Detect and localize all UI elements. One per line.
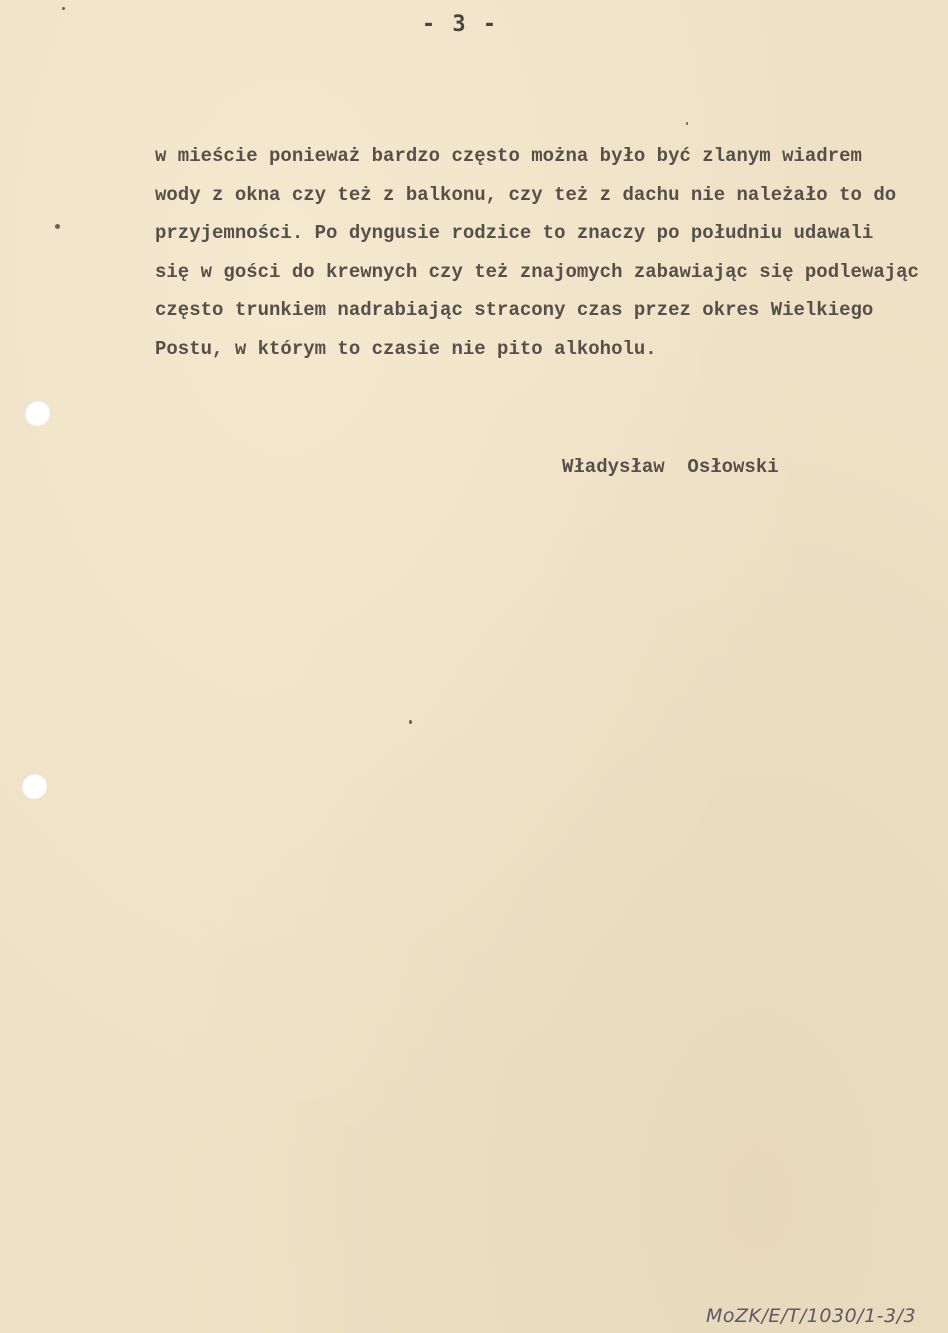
body-line: się w gości do krewnych czy też znajomych zabawiając się podlewając: [155, 260, 919, 283]
author-signature: Władysław Osłowski: [562, 456, 779, 478]
body-text: [155, 137, 945, 368]
punch-hole: [21, 773, 47, 799]
body-line: Postu, w którym to czasie nie pito alkoholu.: [155, 337, 657, 360]
paper-speck: [55, 224, 60, 229]
body-line: przyjemności. Po dyngusie rodzice to znaczy po południu udawali: [155, 222, 874, 244]
body-line: wody z okna czy też z balkonu, czy też z dachu nie należało to do: [155, 183, 897, 206]
punch-hole: [24, 400, 50, 426]
paper-speck: [409, 720, 412, 724]
page-number: - 3 -: [421, 12, 499, 37]
paper-speck: [686, 122, 688, 125]
archive-mark: MoZK/E/T/1030/1-3/3: [706, 1305, 917, 1327]
body-line: w mieście ponieważ bardzo często można było być zlanym wiadrem: [155, 145, 862, 167]
paper-speck: [62, 7, 65, 10]
body-line: często trunkiem nadrabiając stracony czas przez okres Wielkiego: [155, 299, 874, 321]
